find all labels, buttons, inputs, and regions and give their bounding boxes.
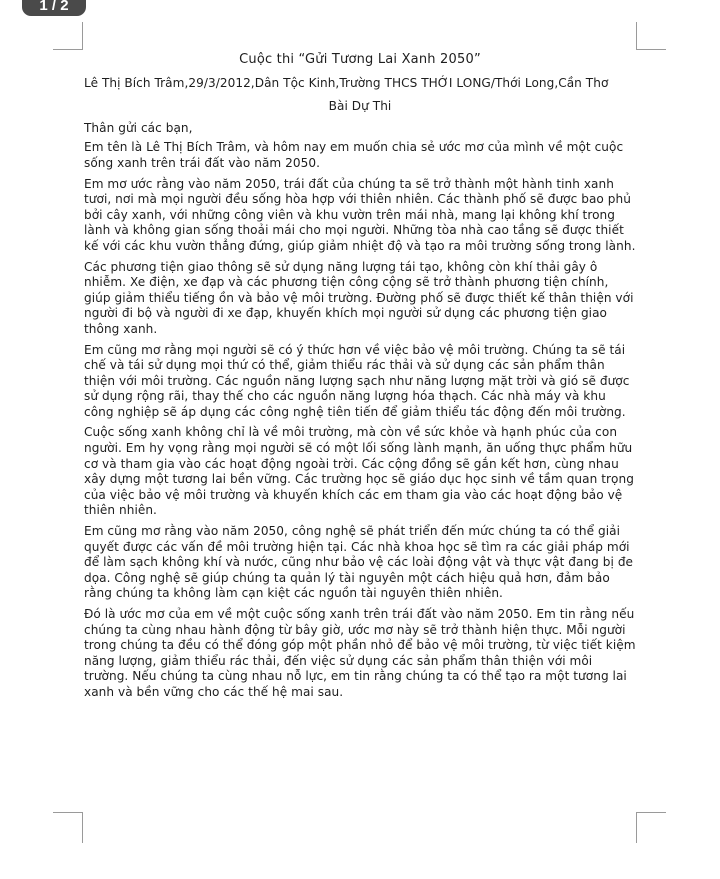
crop-mark-top-left — [53, 22, 83, 50]
paragraph: Cuộc sống xanh không chỉ là về môi trường, mà còn về sức khỏe và hạnh phúc của con người. Em hy vọng rằng mọi người sẽ có một lối sống lành mạnh, ăn uống thực phẩm hữu cơ và tham gia vào các hoạt động ngoài trời. Các cộng đồng sẽ gắn kết hơn, cùng nhau xây dựng một tương lai bền vững. Các trường học sẽ giáo dục học sinh về tầm quan trọng của việc bảo vệ môi trường và khuyến khích các em tham gia vào các hoạt động bảo vệ thiên nhiên. — [84, 425, 634, 518]
paragraph: Các phương tiện giao thông sẽ sử dụng năng lượng tái tạo, không còn khí thải gây ô nhiễm. Xe điện, xe đạp và các phương tiện công cộng sẽ trở thành phương tiện chính, giúp giảm thiểu tiếng ồn và bảo vệ môi trường. Đường phố sẽ được thiết kế thân thiện với người đi bộ và người đi xe đạp, khuyến khích mọi người sử dụng các phương tiện giao thông xanh. — [84, 259, 634, 336]
document-title: Cuộc thi “Gửi Tương Lai Xanh 2050” — [239, 52, 481, 67]
crop-mark-bottom-right — [636, 812, 666, 843]
page-indicator-badge: 1 / 2 — [22, 0, 86, 16]
crop-mark-bottom-left — [53, 812, 83, 843]
document-body — [84, 52, 636, 706]
paragraph: Em cũng mơ rằng mọi người sẽ có ý thức hơn về việc bảo vệ môi trường. Chúng ta sẽ tái chế và tái sử dụng mọi thứ có thể, giảm thiểu rác thải và sử dụng các sản phẩm thân thiện với môi trường. Các nguồn năng lượng sạch như năng lượng mặt trời và gió sẽ được sử dụng rộng rãi, thay thế cho các nguồn năng lượng hóa thạch. Các nhà máy và khu công nghiệp sẽ áp dụng các công nghệ tiên tiến để giảm thiểu tác động đến môi trường. — [84, 342, 630, 419]
document-subheading: Bài Dự Thi — [328, 99, 392, 114]
paragraph: Em tên là Lê Thị Bích Trâm, và hôm nay em muốn chia sẻ ước mơ của mình về một cuộc sống xanh trên trái đất vào năm 2050. — [84, 140, 624, 170]
paragraph: Em cũng mơ rằng vào năm 2050, công nghệ sẽ phát triển đến mức chúng ta có thể giải quyết được các vấn đề môi trường hiện tại. Các nhà khoa học sẽ tìm ra các giải pháp mới để làm sạch không khí và nước, cũng như bảo vệ các loài động vật và thực vật đang bị đe dọa. Công nghệ sẽ giúp chúng ta quản lý tài nguyên một cách hiệu quả hơn, đảm bảo rằng chúng ta không làm cạn kiệt các nguồn tài nguyên thiên nhiên. — [84, 524, 634, 601]
author-line: Lê Thị Bích Trâm,29/3/2012,Dân Tộc Kinh,Trường THCS THỚI LONG/Thới Long,Cần Thơ — [84, 75, 609, 90]
greeting: Thân gửi các bạn, — [84, 120, 193, 135]
paragraph: Đó là ước mơ của em về một cuộc sống xanh trên trái đất vào năm 2050. Em tin rằng nếu chúng ta cùng nhau hành động từ bây giờ, ước mơ này sẽ trở thành hiện thực. Mỗi người trong chúng ta đều có thể đóng góp một phần nhỏ để bảo vệ môi trường, từ việc tiết kiệm năng lượng, giảm thiểu rác thải, đến việc sử dụng các sản phẩm thân thiện với môi trường. Nếu chúng ta cùng nhau nỗ lực, em tin rằng chúng ta có thể tạo ra một tương lai xanh và bền vững cho các thế hệ mai sau. — [84, 607, 636, 699]
paragraph: Em mơ ước rằng vào năm 2050, trái đất của chúng ta sẽ trở thành một hành tinh xanh tươi, nơi mà mọi người đều sống hòa hợp với thiên nhiên. Các thành phố sẽ được bao phủ bởi cây xanh, với những công viên và khu vườn trên mái nhà, mang lại không khí trong lành và không gian sống thoải mái cho mọi người. Những tòa nhà cao tầng sẽ được thiết kế với các khu vườn thẳng đứng, giúp giảm nhiệt độ và tạo ra môi trường sống trong lành. — [84, 176, 636, 253]
crop-mark-top-right — [636, 22, 666, 50]
